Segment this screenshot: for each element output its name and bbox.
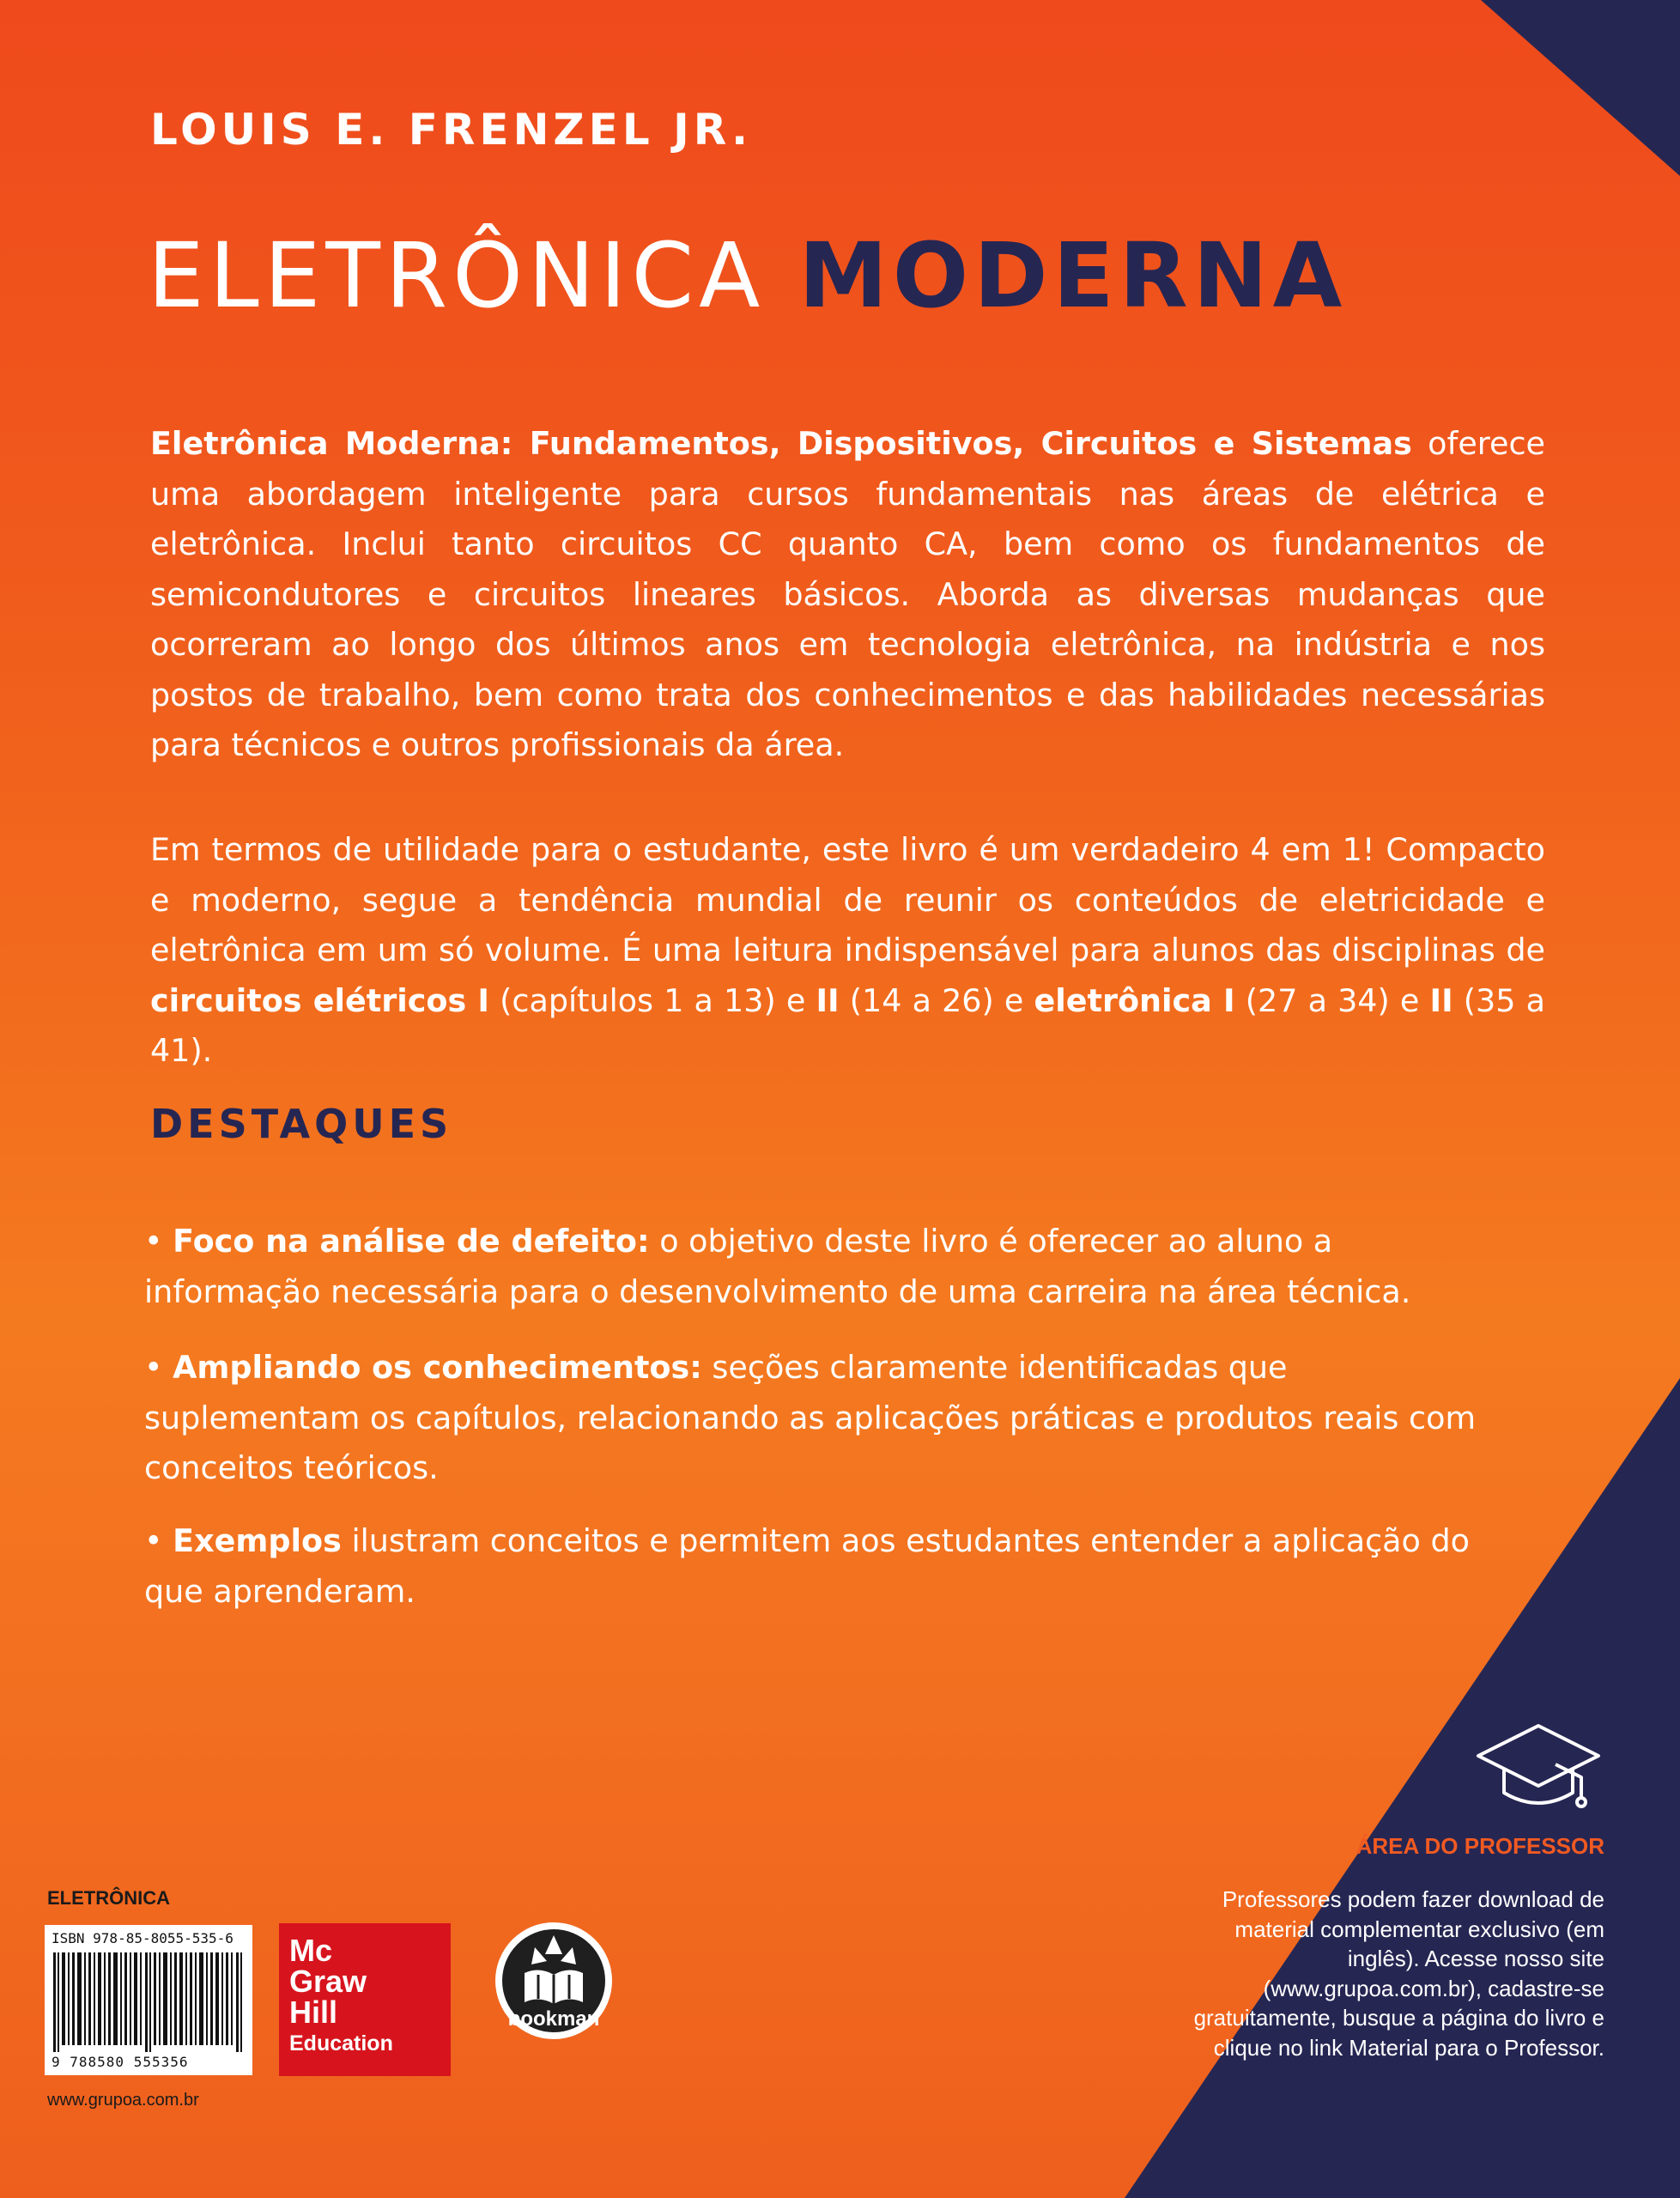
utility-text-1: Em termos de utilidade para o estudante, este livro é um verdadeiro 4 em 1! Compacto e moderno, segue a tendência mundial de reunir os conteúdos de eletricidade e eletrônica em um só volume. É uma leitura indispensável para alunos das disciplinas de [150,831,1545,968]
highlight-text: o objetivo deste livro é oferecer ao aluno a informação necessária para o desenvolvimento de uma carreira na área técnica. [144,1223,1411,1310]
utility-text-5: (35 a 41). [150,981,1545,1069]
utility-text-2: (capítulos 1 a 13) e [489,981,816,1019]
highlight-bold: Ampliando os conhecimentos: [173,1349,702,1386]
highlight-item [144,1217,1483,1317]
highlight-item [144,1516,1483,1617]
highlight-bold: Exemplos [173,1522,342,1559]
title-light: ELETRÔNICA [148,223,766,328]
utility-paragraph [150,825,1545,1077]
logo-line: Graw [289,1964,367,1999]
publisher-website[interactable]: www.grupoa.com.br [47,2091,199,2110]
highlight-text: seções claramente identificadas que suplementam os capítulos, relacionando as aplicações práticas e produtos reais com conceitos teóricos. [144,1349,1477,1486]
intro-paragraph [150,419,1545,771]
highlight-item [144,1343,1483,1494]
professor-area-text: Professores podem fazer download de material complementar exclusivo (em inglês). Acesse nosso site (www.grupoa.com.br), cadastre-se gratuitamente, busque a página do livro e clique no link Material para o Professor. [1193,1886,1604,2061]
logo-line: Mc [289,1933,333,1968]
utility-text-4: (27 a 34) e [1234,981,1430,1019]
intro-text: oferece uma abordagem inteligente para cursos fundamentais nas áreas de elétrica e eletrônica. Inclui tanto circuitos CC quanto CA, bem como os fundamentos de semicondutores e circuitos lineares básicos. Aborda as diversas mudanças que ocorreram ao longo dos últimos anos em tecnologia eletrônica, na indústria e nos postos de trabalho, bem como trata dos conhecimentos e das habilidades necessárias para técnicos e outros profissionais da área. [150,425,1545,763]
utility-text-3: (14 a 26) e [839,981,1034,1019]
barcode-number: 9 788580 555356 [52,2054,189,2070]
highlight-text: ilustram conceitos e permitem aos estudantes entender a aplicação do que aprenderam. [144,1522,1470,1610]
bullet-mark: • [144,1349,163,1386]
utility-bold-3: eletrônica I [1034,981,1235,1019]
logo-line: Education [289,2031,393,2055]
graduation-cap-icon [1470,1717,1607,1820]
highlights-heading: DESTAQUES [150,1101,453,1147]
mcgraw-hill-logo [279,1923,451,2076]
utility-bold-1: circuitos elétricos I [150,981,490,1019]
category-label: ELETRÔNICA [47,1887,170,1909]
isbn-text: ISBN 978-85-8055-535-6 [52,1930,234,1946]
utility-bold-2: II [816,981,840,1019]
title-bold: MODERNA [798,223,1348,328]
barcode [45,1925,252,2075]
intro-bold: Eletrônica Moderna: Fundamentos, Dispositivos, Circuitos e Sistemas [150,425,1412,462]
utility-bold-4: II [1429,981,1453,1019]
highlight-bold: Foco na análise de defeito: [173,1223,650,1260]
book-title [148,223,1347,328]
bullet-mark: • [144,1522,163,1559]
bullet-mark: • [144,1223,163,1260]
bookman-wordmark: bookman [507,2007,600,2031]
barcode-bars [52,1952,246,2052]
logo-line: Hill [289,1995,338,2030]
author-name: LOUIS E. FRENZEL JR. [150,105,753,155]
professor-area-title: ÁREA DO PROFESSOR [1356,1833,1604,1859]
